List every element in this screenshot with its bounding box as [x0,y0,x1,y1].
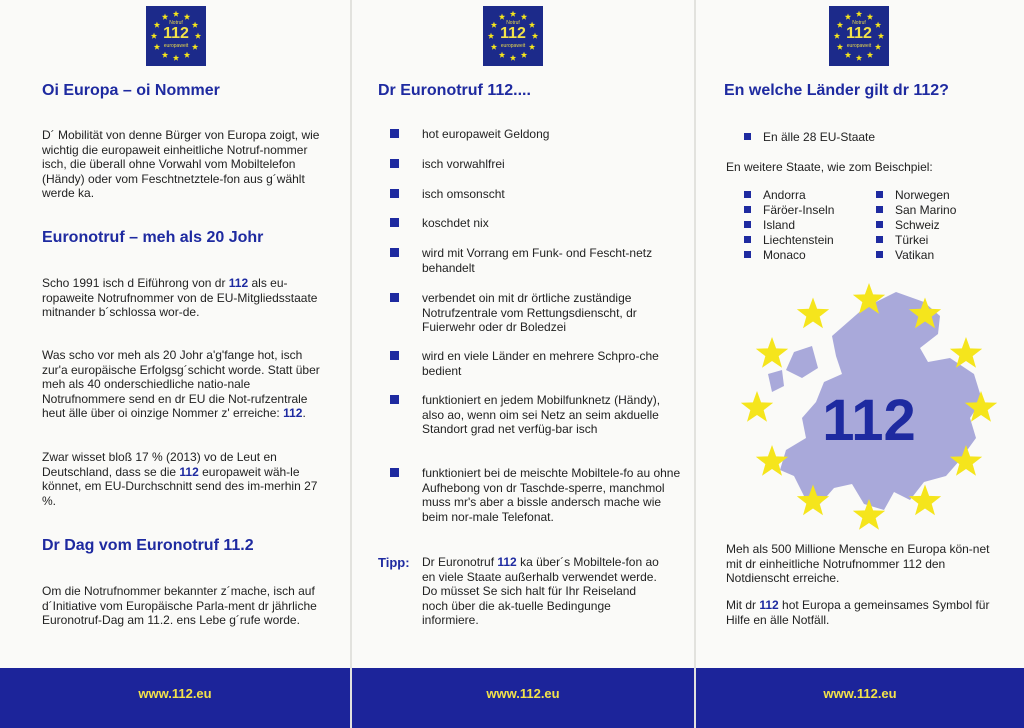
star-icon [162,52,168,58]
list-item: Schweiz [876,218,940,233]
footer-bar [696,668,1024,728]
logo-bottom-text: europaweit [846,43,872,49]
paragraph-success-story: Was scho vor meh als 20 Johr a'g'fange hot, isch zur'a europäische Erfolgsg´schicht worde. Statt über meh als 40 onderschiedliche natio-nale Notrufnommere send en dr EU die Not-rufzentrale heut älle über oi oinzige Nommer z' erreiche: 112. [42,348,320,421]
bullet-square-icon [876,191,883,198]
list-item: Liechtenstein [744,233,834,248]
star-icon [741,391,773,422]
euronotruf-logo [829,6,889,66]
bullet-square-icon [390,159,399,168]
bullet-square-icon [744,236,751,243]
logo-number: 112 [500,25,526,42]
list-item: Vatikan [876,248,934,263]
star-icon [856,11,862,17]
heading-euronotruf-112: Dr Euronotruf 112.... [378,82,531,99]
paragraph-mobility: D´ Mobilität von denne Bürger von Europa zoigt, wie wichtig die europaweit einheitliche Notruf-nommer isch, die überall ohne Vorwahl vom Mobiltelefon (Händy) oder vom Feschtnetztele-fon aus g´wählt werde ka. [42,128,320,201]
bullet-square-icon [876,251,883,258]
paragraph-euronotruf-day: Om die Notrufnommer bekannter z´mache, isch auf d´Initiative vom Europäische Parla-ment dr jährliche Euronotruf-Dag am 11.2. ens Lebe g´rufe worde. [42,584,317,628]
footer-url[interactable]: www.112.eu [823,686,897,701]
panel-middle: Notruf 112 europaweit Dr Euronotruf 112.... hot europaweit Geldong isch vorwahlfrei isch omsonscht koschdet nix wird mit Vorrang em Funk- ond Fescht-netz behandelt verbendet oin mit dr örtliche zuständige Notrufzentrale vom Rettungsdienscht, dr Fuierwehr oder dr Boledzei wird en viele Länder en mehrere Schpro-che bedient funktioniert en jedem Mobilfunknetz (Händy), also ao, wenn oim sei Netz an seim akduelle Standort grad net verfüg-bar isch funktioniert bei de meischte Mobiltele-fo au ohne Aufhebong von dr Taschde-sperre, manchmol muss mr's aber a bissle andersch mache wie beim nor-male Telefonat. Tipp: Dr Euronotruf 112 ka über´s Mobiltele-fon ao en viele Staate außerhalb verwendet werde. Do müsset Se sich halt für Ihr Reiseland noch über die ak-tuelle Bedingunge informiere. www.112.eu [352,0,694,728]
list-item: Andorra [744,188,806,203]
logo-bottom-text: europaweit [500,43,526,49]
heading-euronotruf-day: Dr Dag vom Euronotruf 11.2 [42,537,254,554]
bullet-square-icon [390,129,399,138]
star-icon [162,14,168,20]
bullet-square-icon [876,206,883,213]
europe-map-graphic [724,278,1014,540]
tipp-text: Dr Euronotruf 112 ka über´s Mobiltele-fon ao en viele Staate außerhalb verwendet werde. Do müsset Se sich halt für Ihr Reiseland noch über die ak-tuelle Bedingunge informiere. [422,555,659,628]
paragraph-500-million: Meh als 500 Millione Mensche en Europa kön-net mit dr einheitliche Notrufnommer 112 den Notdienscht erreiche. [726,542,990,586]
paragraph-statistics: Zwar wisset bloß 17 % (2013) vo de Leut en Deutschland, dass se die 112 europaweit wäh-le könnet, em EU-Durchschnitt send des im-merhin 27 %. [42,450,318,508]
bullet-square-icon [390,218,399,227]
euronotruf-logo [146,6,206,66]
star-icon [845,14,851,20]
bullet-square-icon [390,248,399,257]
list-item: Monaco [744,248,806,263]
star-icon [845,52,851,58]
logo-top-text: Notruf [169,20,183,26]
star-icon [499,52,505,58]
star-icon [856,55,862,61]
list-item: San Marino [876,203,956,218]
bullet-square-icon [390,395,399,404]
further-states-label: En weitere Staate, wie zom Beischpiel: [726,160,933,174]
bullet-square-icon [744,221,751,228]
bullet-square-icon [744,206,751,213]
bullet-square-icon [390,189,399,198]
star-icon [173,11,179,17]
bullet-square-icon [744,133,751,140]
bullet-square-icon [390,351,399,360]
footer-url[interactable]: www.112.eu [138,686,212,701]
star-icon [756,337,788,368]
logo-number: 112 [846,25,872,42]
bullet-square-icon [876,236,883,243]
panel-left [0,0,350,728]
footer-bar [352,668,694,728]
tipp-label: Tipp: [378,555,410,570]
bullet-square-icon [390,468,399,477]
bullet-square-icon [744,191,751,198]
eu-states-item: En älle 28 EU-Staate [744,130,875,145]
star-icon [510,55,516,61]
paragraph-common-symbol: Mit dr 112 hot Europa a gemeinsames Symbol für Hilfe en älle Notfäll. [726,598,990,627]
map-number-112: 112 [822,388,916,453]
star-icon [510,11,516,17]
logo-top-text: Notruf [506,20,520,26]
star-icon [184,52,190,58]
list-item: Island [744,218,795,233]
bullet-square-icon [876,221,883,228]
star-icon [521,14,527,20]
logo-bottom-text: europaweit [163,43,189,49]
heading-oi-europa: Oi Europa – oi Nommer [42,82,220,99]
star-icon [184,14,190,20]
bullet-square-icon [390,293,399,302]
bullet-square-icon [744,251,751,258]
panel-right [696,0,1024,728]
list-item: Norwegen [876,188,950,203]
paragraph-1991: Scho 1991 isch d Eiführong von dr 112 als eu-ropaweite Notrufnommer von de EU-Mitgliedsstaate mitnander b´schlossa wor-de. [42,276,318,320]
footer-url[interactable]: www.112.eu [486,686,560,701]
star-icon [173,55,179,61]
euronotruf-logo [483,6,543,66]
logo-number: 112 [163,25,189,42]
footer-bar [0,668,350,728]
star-icon [867,14,873,20]
star-icon [499,14,505,20]
heading-euronotruf-20-johr: Euronotruf – meh als 20 Johr [42,229,264,246]
heading-which-countries: En welche Länder gilt dr 112? [724,82,949,99]
star-icon [797,297,829,328]
list-item: Färöer-Inseln [744,203,834,218]
star-icon [867,52,873,58]
list-item: Türkei [876,233,928,248]
logo-top-text: Notruf [852,20,866,26]
star-icon [521,52,527,58]
